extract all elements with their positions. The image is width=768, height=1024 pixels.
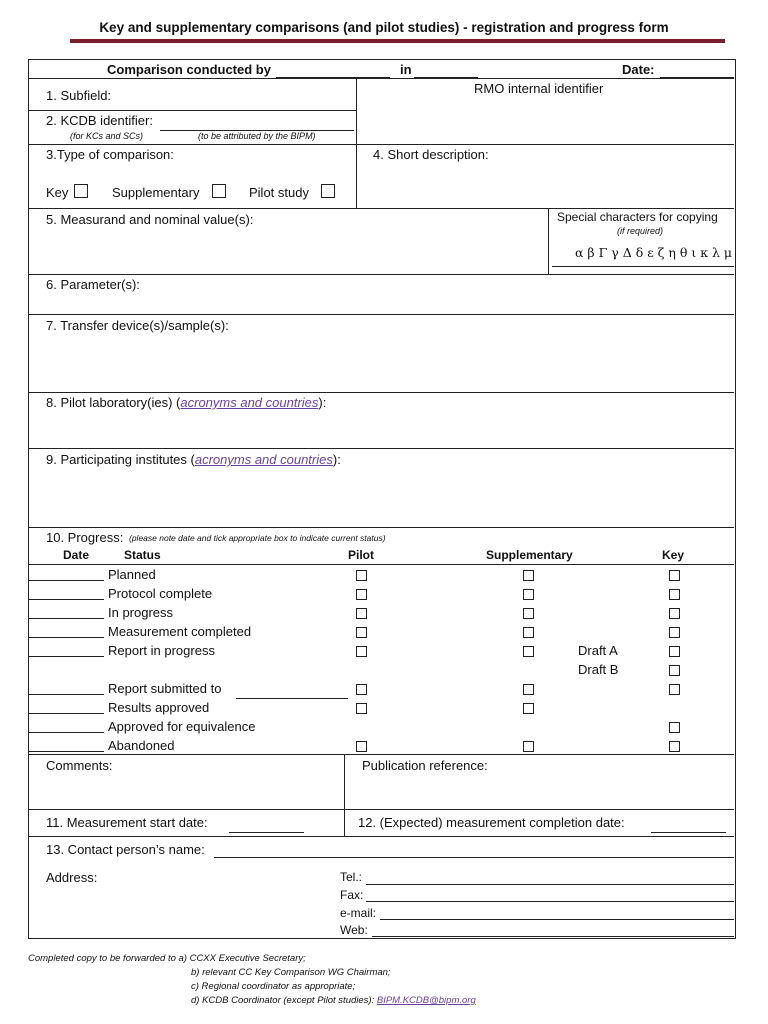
type-key-checkbox[interactable] <box>74 184 88 198</box>
progress-date-field[interactable] <box>28 732 104 733</box>
type-supplementary-checkbox[interactable] <box>212 184 226 198</box>
progress-label: 10. Progress: <box>46 530 124 545</box>
type-pilot-label: Pilot study <box>249 185 309 200</box>
measurement-start-field[interactable] <box>229 832 304 833</box>
key-checkbox[interactable] <box>669 646 680 657</box>
tel-label: Tel.: <box>340 870 363 884</box>
kcdb-identifier-label: 2. KCDB identifier: <box>46 113 153 128</box>
draft-b-label: Draft B <box>578 662 619 677</box>
supplementary-checkbox[interactable] <box>523 608 534 619</box>
progress-date-field[interactable] <box>28 751 104 752</box>
web-field[interactable] <box>372 936 734 937</box>
conducted-by-label: Comparison conducted by <box>107 62 271 77</box>
title-divider <box>70 39 725 43</box>
pilot-laboratory-label: 8. Pilot laboratory(ies) (acronyms and countries): <box>46 395 327 410</box>
footer-line-4: d) KCDB Coordinator (except Pilot studies): BIPM.KCDB@bipm.org <box>191 995 476 1006</box>
special-characters-label: Special characters for copying <box>557 210 718 224</box>
pilot-checkbox[interactable] <box>356 570 367 581</box>
progress-header-key: Key <box>662 548 685 562</box>
date-label: Date: <box>622 62 655 77</box>
key-checkbox[interactable] <box>669 722 680 733</box>
progress-date-field[interactable] <box>28 599 104 600</box>
type-pilot-checkbox[interactable] <box>321 184 335 198</box>
completion-date-label: 12. (Expected) measurement completion date: <box>358 815 625 830</box>
progress-status-label: Abandoned <box>108 738 175 753</box>
web-label: Web: <box>340 923 368 937</box>
report-submitted-to-field[interactable] <box>236 698 348 699</box>
footer-line-1: Completed copy to be forwarded to a) CCXX Executive Secretary; <box>28 953 306 964</box>
fax-label: Fax: <box>340 888 364 902</box>
completion-date-field[interactable] <box>651 832 726 833</box>
kcdb-email-link[interactable]: BIPM.KCDB@bipm.org <box>376 995 476 1006</box>
supplementary-checkbox[interactable] <box>523 589 534 600</box>
participants-acronyms-link[interactable]: acronyms and countries <box>194 452 333 467</box>
pilot-lab-acronyms-link[interactable]: acronyms and countries <box>180 395 319 410</box>
pilot-checkbox[interactable] <box>356 646 367 657</box>
progress-status-label: In progress <box>108 605 174 620</box>
email-label: e-mail: <box>340 906 377 920</box>
draft-a-label: Draft A <box>578 643 618 658</box>
key-checkbox[interactable] <box>669 741 680 752</box>
progress-date-field[interactable] <box>28 637 104 638</box>
progress-date-field[interactable] <box>28 618 104 619</box>
comments-label: Comments: <box>46 758 113 773</box>
progress-date-field[interactable] <box>28 713 104 714</box>
key-checkbox[interactable] <box>669 684 680 695</box>
supplementary-checkbox[interactable] <box>523 684 534 695</box>
measurand-label: 5. Measurand and nominal value(s): <box>46 212 254 227</box>
kcdb-note-bipm: (to be attributed by the BIPM) <box>198 131 316 141</box>
special-characters-note: (if required) <box>617 226 664 236</box>
key-checkbox[interactable] <box>669 627 680 638</box>
footer-line-2: b) relevant CC Key Comparison WG Chairman; <box>191 967 391 978</box>
transfer-device-label: 7. Transfer device(s)/sample(s): <box>46 318 229 333</box>
form-title: Key and supplementary comparisons (and pilot studies) - registration and progress form <box>99 20 669 35</box>
publication-reference-label: Publication reference: <box>362 758 488 773</box>
supplementary-checkbox[interactable] <box>523 646 534 657</box>
tel-field[interactable] <box>366 884 734 885</box>
special-characters[interactable]: α β Γ γ Δ δ ε ζ η θ ι κ λ μ <box>575 245 733 260</box>
key-checkbox[interactable] <box>669 608 680 619</box>
supplementary-checkbox[interactable] <box>523 703 534 714</box>
pilot-checkbox[interactable] <box>356 627 367 638</box>
type-of-comparison-label: 3.Type of comparison: <box>46 147 174 162</box>
progress-note: (please note date and tick appropriate box to indicate current status) <box>129 533 386 543</box>
footer-line-3: c) Regional coordinator as appropriate; <box>191 981 356 992</box>
pilot-checkbox[interactable] <box>356 589 367 600</box>
supplementary-checkbox[interactable] <box>523 741 534 752</box>
supplementary-checkbox[interactable] <box>523 570 534 581</box>
key-draft-b-checkbox[interactable] <box>669 665 680 676</box>
kcdb-note-kcs: (for KCs and SCs) <box>70 131 144 141</box>
subfield-label: 1. Subfield: <box>46 88 112 103</box>
progress-date-field[interactable] <box>28 656 104 657</box>
type-key-label: Key <box>46 185 69 200</box>
type-supplementary-label: Supplementary <box>112 185 200 200</box>
progress-status-label: Planned <box>108 567 156 582</box>
pilot-checkbox[interactable] <box>356 608 367 619</box>
measurement-start-label: 11. Measurement start date: <box>46 815 208 830</box>
progress-date-field[interactable] <box>28 694 104 695</box>
parameters-label: 6. Parameter(s): <box>46 277 140 292</box>
short-description-label: 4. Short description: <box>373 147 489 162</box>
progress-header-supplementary: Supplementary <box>486 548 573 562</box>
key-checkbox[interactable] <box>669 589 680 600</box>
in-label: in <box>400 62 412 77</box>
progress-status-label: Measurement completed <box>108 624 252 639</box>
progress-header-date: Date <box>63 548 90 562</box>
progress-status-label: Report in progress <box>108 643 215 658</box>
pilot-checkbox[interactable] <box>356 684 367 695</box>
progress-status-label: Report submitted to <box>108 681 222 696</box>
supplementary-checkbox[interactable] <box>523 627 534 638</box>
key-checkbox[interactable] <box>669 570 680 581</box>
progress-header-status: Status <box>124 548 161 562</box>
pilot-checkbox[interactable] <box>356 741 367 752</box>
rmo-identifier-label: RMO internal identifier <box>474 81 604 96</box>
address-label: Address: <box>46 870 98 885</box>
progress-status-label: Approved for equivalence <box>108 719 256 734</box>
email-field[interactable] <box>380 919 734 920</box>
pilot-checkbox[interactable] <box>356 703 367 714</box>
kcdb-identifier-field[interactable] <box>160 130 354 131</box>
progress-status-label: Protocol complete <box>108 586 213 601</box>
progress-date-field[interactable] <box>28 580 104 581</box>
contact-name-field[interactable] <box>214 857 734 858</box>
progress-header-pilot: Pilot <box>348 548 374 562</box>
participating-institutes-label: 9. Participating institutes (acronyms and countries): <box>46 452 341 467</box>
fax-field[interactable] <box>366 901 734 902</box>
contact-name-label: 13. Contact person’s name: <box>46 842 205 857</box>
progress-status-label: Results approved <box>108 700 210 715</box>
